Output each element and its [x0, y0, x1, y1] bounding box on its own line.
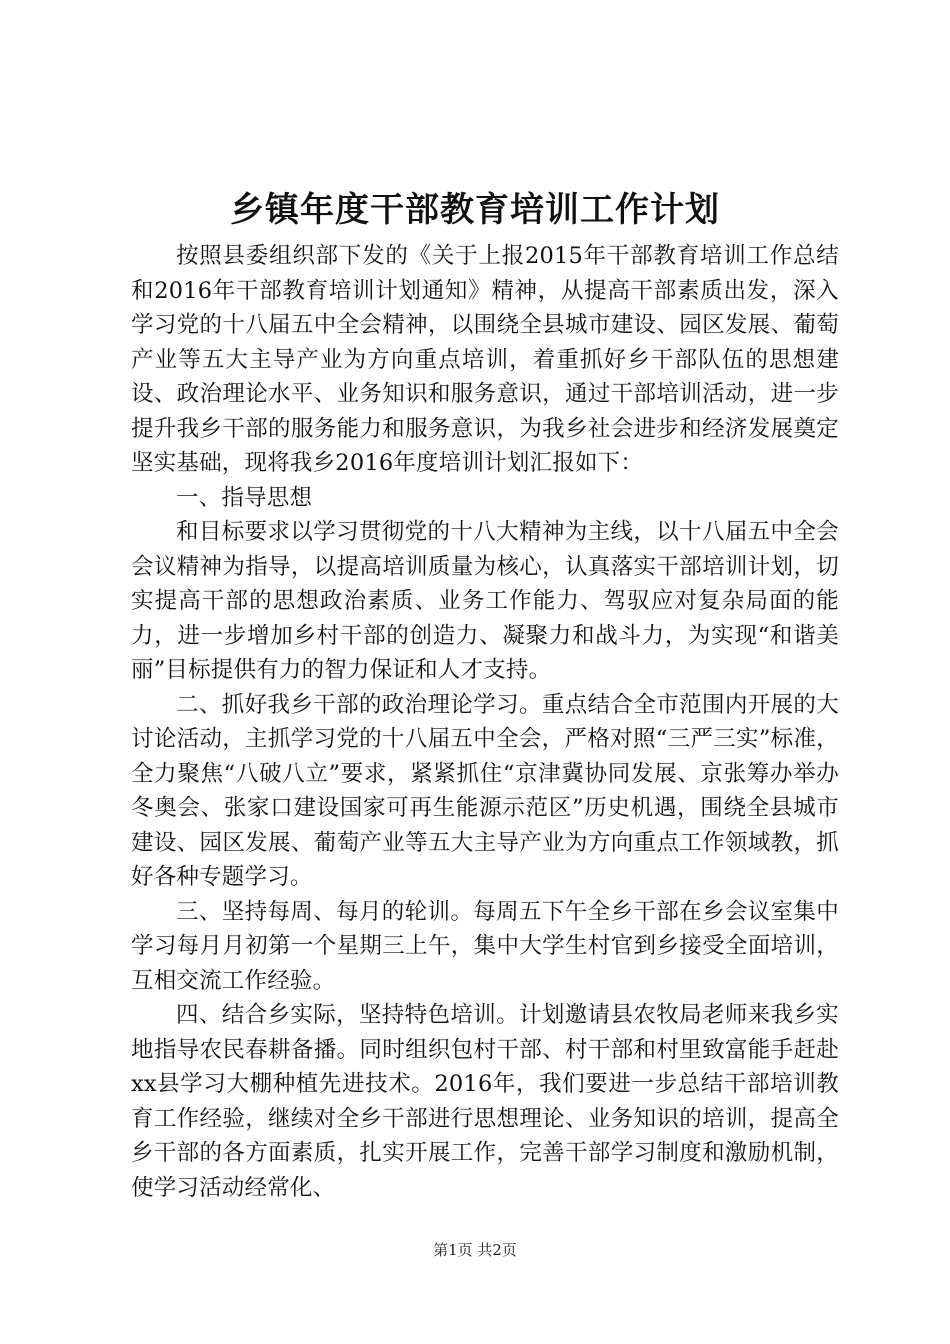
document-body	[131, 239, 839, 1205]
intro-paragraph: 按照县委组织部下发的《关于上报2015年干部教育培训工作总结和2016年干部教育培训计划通知》精神，从提高干部素质出发，深入学习党的十八届五中全会精神，以围绕全县城市建设、园区发展、葡萄产业等五大主导产业为方向重点培训，着重抓好乡干部队伍的思想建设、政治理论水平、业务知识和服务意识，通过干部培训活动，进一步提升我乡干部的服务能力和服务意识，为我乡社会进步和经济发展奠定坚实基础，现将我乡2016年度培训计划汇报如下：	[131, 243, 839, 476]
political-theory-paragraph: 二、抓好我乡干部的政治理论学习。重点结合全市范围内开展的大讨论活动，主抓学习党的十八届五中全会，严格对照“三严三实”标准，全力聚焦“八破八立”要求，紧紧抓住“京津冀协同发展、京张筹办举办冬奥会、张家口建设国家可再生能源示范区”历史机遇，围绕全县城市建设、园区发展、葡萄产业等五大主导产业为方向重点工作领域教，抓好各种专题学习。	[131, 691, 839, 890]
section-heading-guiding-ideology: 一、指导思想	[176, 484, 313, 511]
document-title: 乡镇年度干部教育培训工作计划	[230, 190, 720, 230]
rotation-training-paragraph: 三、坚持每周、每月的轮训。每周五下午全乡干部在乡会议室集中学习每月月初第一个星期三上午，集中大学生村官到乡接受全面培训，互相交流工作经验。	[131, 898, 839, 994]
special-training-paragraph: 四、结合乡实际，坚持特色培训。计划邀请县农牧局老师来我乡实地指导农民春耕备播。同时组织包村干部、村干部和村里致富能手赶赴xx县学习大棚种植先进技术。2016年，我们要进一步总结干部培训教育工作经验，继续对全乡干部进行思想理论、业务知识的培训，提高全乡干部的各方面素质，扎实开展工作，完善干部学习制度和激励机制，使学习活动经常化、	[131, 1002, 839, 1201]
page-number-footer: 第1页 共2页	[433, 1241, 517, 1259]
goals-paragraph: 和目标要求以学习贯彻党的十八大精神为主线，以十八届五中全会会议精神为指导，以提高培训质量为核心，认真落实干部培训计划，切实提高干部的思想政治素质、业务工作能力、驾驭应对复杂局面的能力，进一步增加乡村干部的创造力、凝聚力和战斗力，为实现“和谐美丽”目标提供有力的智力保证和人才支持。	[131, 519, 839, 683]
